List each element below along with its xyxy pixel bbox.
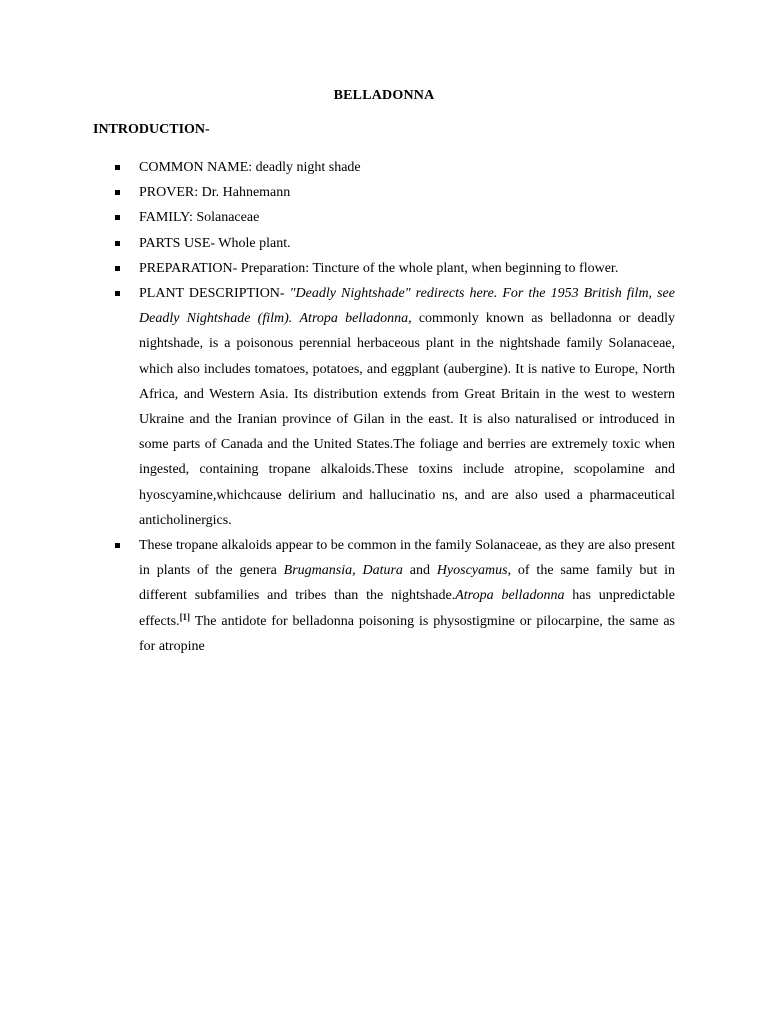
tropane-text-4: The antidote for belladonna poisoning is physostigmine or pilocarpine, the same as for atropine bbox=[139, 613, 675, 654]
square-bullet-icon bbox=[115, 266, 120, 271]
preparation-text: PREPARATION- Preparation: Tincture of the whole plant, when beginning to flower. bbox=[139, 260, 619, 276]
list-item-tropane-alkaloids bbox=[115, 533, 675, 659]
tropane-separator-1: , bbox=[352, 563, 363, 579]
citation-reference: [1] bbox=[179, 611, 191, 622]
section-heading-introduction: INTRODUCTION- bbox=[93, 122, 210, 137]
plant-description-label: PLANT DESCRIPTION- bbox=[139, 286, 290, 302]
list-item-parts-use bbox=[115, 231, 675, 256]
square-bullet-icon bbox=[115, 215, 120, 220]
tropane-text-1: These tropane alkaloids appear to be common in the family Solanaceae, as they are also present in plants of the genera bbox=[139, 538, 675, 579]
redirect-note: "Deadly Nightshade" redirects here. For the 1953 British film, see Deadly Nightshade (film). bbox=[139, 286, 675, 327]
document-title: BELLADONNA bbox=[333, 88, 435, 103]
square-bullet-icon bbox=[115, 543, 120, 548]
common-name-text: COMMON NAME: deadly night shade bbox=[139, 160, 361, 175]
list-item-plant-description bbox=[115, 281, 675, 533]
parts-use-text: PARTS USE- Whole plant. bbox=[139, 235, 291, 251]
species-name-atropa: Atropa belladonna bbox=[455, 588, 565, 604]
prover-text: PROVER: Dr. Hahnemann bbox=[139, 185, 291, 201]
square-bullet-icon bbox=[115, 165, 120, 170]
list-item-preparation bbox=[115, 256, 675, 281]
tropane-separator-2: and bbox=[402, 563, 437, 579]
square-bullet-icon bbox=[115, 291, 120, 296]
list-item-common-name bbox=[115, 155, 675, 180]
genus-hyoscyamus: Hyoscyamus bbox=[436, 563, 508, 579]
family-text: FAMILY: Solanaceae bbox=[139, 210, 260, 226]
tropane-text-2: , of the same family but in different subfamilies and tribes than the nightshade. bbox=[139, 563, 676, 604]
list-item-prover bbox=[115, 180, 675, 205]
plant-description-body: , commonly known as belladonna or deadly nightshade, is a poisonous perennial herbaceous plant in the nightshade family Solanaceae, which also includes tomatoes, potatoes, and eggplant (aubergine). It is native to Europe, North Africa, and Western Asia. Its distribution extends from Great Britain in the west to western Ukraine and the Iranian province of Gilan in the east. It is also naturalised or introduced in some parts of Canada and the United States.The foliage and berries are extremely toxic when ingested, containing tropane alkaloids.These toxins include atropine, scopolamine and hyoscyamine,whichcause delirium and hallucinatio ns, and are also used a pharmaceutical anticholinergics. bbox=[139, 311, 675, 528]
genus-datura: Datura bbox=[362, 563, 403, 579]
introduction-bullet-list bbox=[115, 155, 675, 659]
genus-brugmansia: Brugmansia bbox=[283, 563, 353, 579]
species-name: Atropa belladonna bbox=[299, 311, 409, 327]
square-bullet-icon bbox=[115, 190, 120, 195]
list-item-family bbox=[115, 205, 675, 230]
tropane-text-3: has unpredictable effects. bbox=[139, 588, 675, 629]
square-bullet-icon bbox=[115, 241, 120, 246]
